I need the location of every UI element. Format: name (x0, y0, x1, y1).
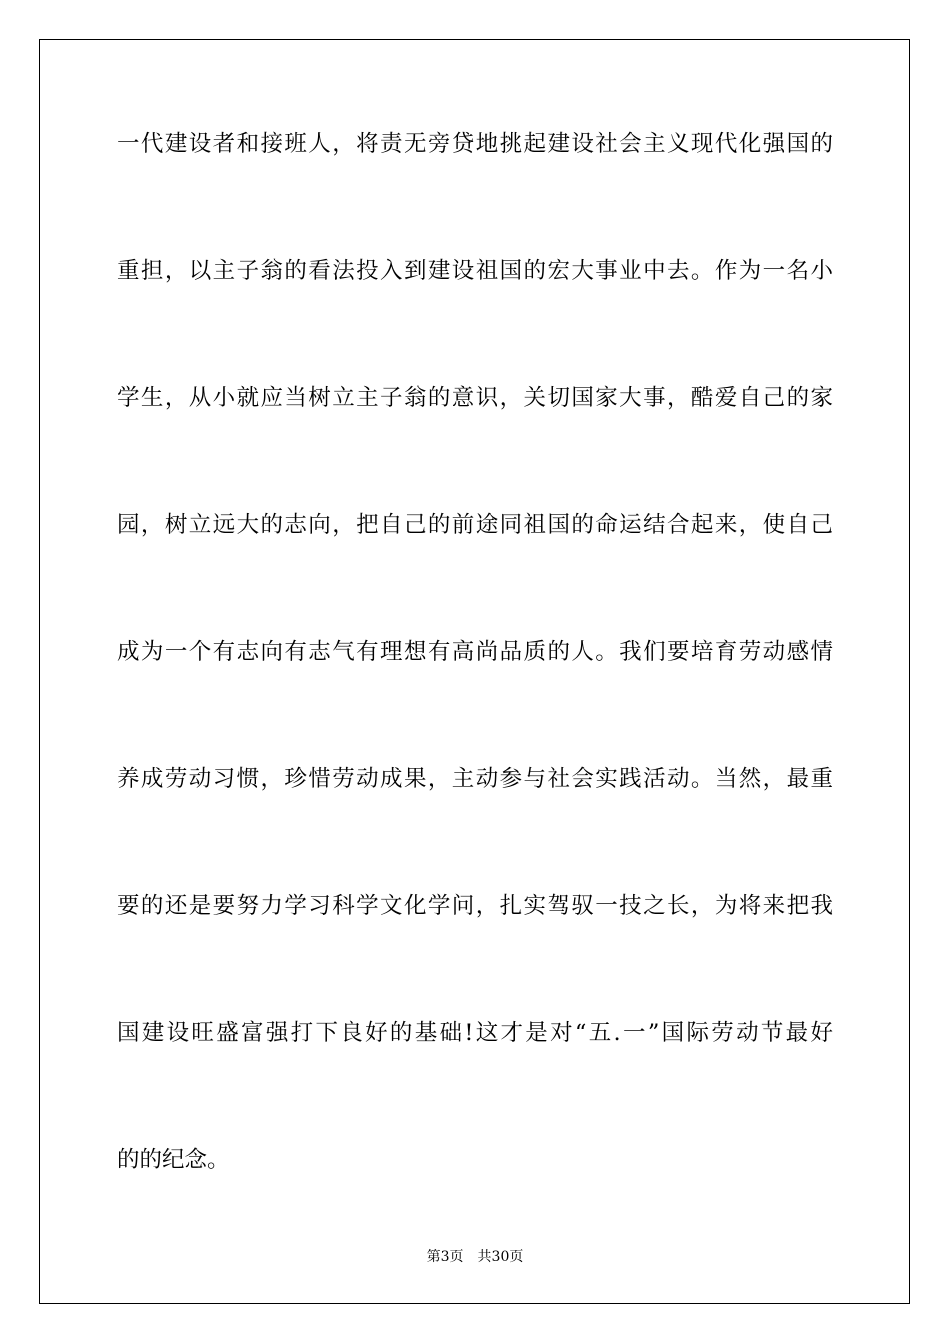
paragraph-line: 国建设旺盛富强打下良好的基础!这才是对“五.一”国际劳动节最好 (117, 1020, 833, 1046)
paragraph-line: 养成劳动习惯，珍惜劳动成果，主动参与社会实践活动。当然，最重 (117, 766, 833, 792)
page-footer (0, 1246, 950, 1268)
page-number: 第3页 (426, 1249, 464, 1265)
paragraph-line: 要的还是要努力学习科学文化学问，扎实驾驭一技之长，为将来把我 (117, 893, 833, 919)
paragraph-line: 成为一个有志向有志气有理想有高尚品质的人。我们要培育劳动感情 (117, 639, 833, 665)
page-total: 共30页 (477, 1249, 524, 1265)
paragraph-line: 的的纪念。 (117, 1147, 230, 1173)
paragraph-line: 学生，从小就应当树立主子翁的意识，关切国家大事，酷爱自己的家 (117, 385, 833, 411)
paragraph-line: 园，树立远大的志向，把自己的前途同祖国的命运结合起来，使自己 (117, 512, 833, 538)
paragraph-line: 一代建设者和接班人，将责无旁贷地挑起建设社会主义现代化强国的 (117, 131, 833, 157)
paragraph-line: 重担，以主子翁的看法投入到建设祖国的宏大事业中去。作为一名小 (117, 258, 833, 284)
